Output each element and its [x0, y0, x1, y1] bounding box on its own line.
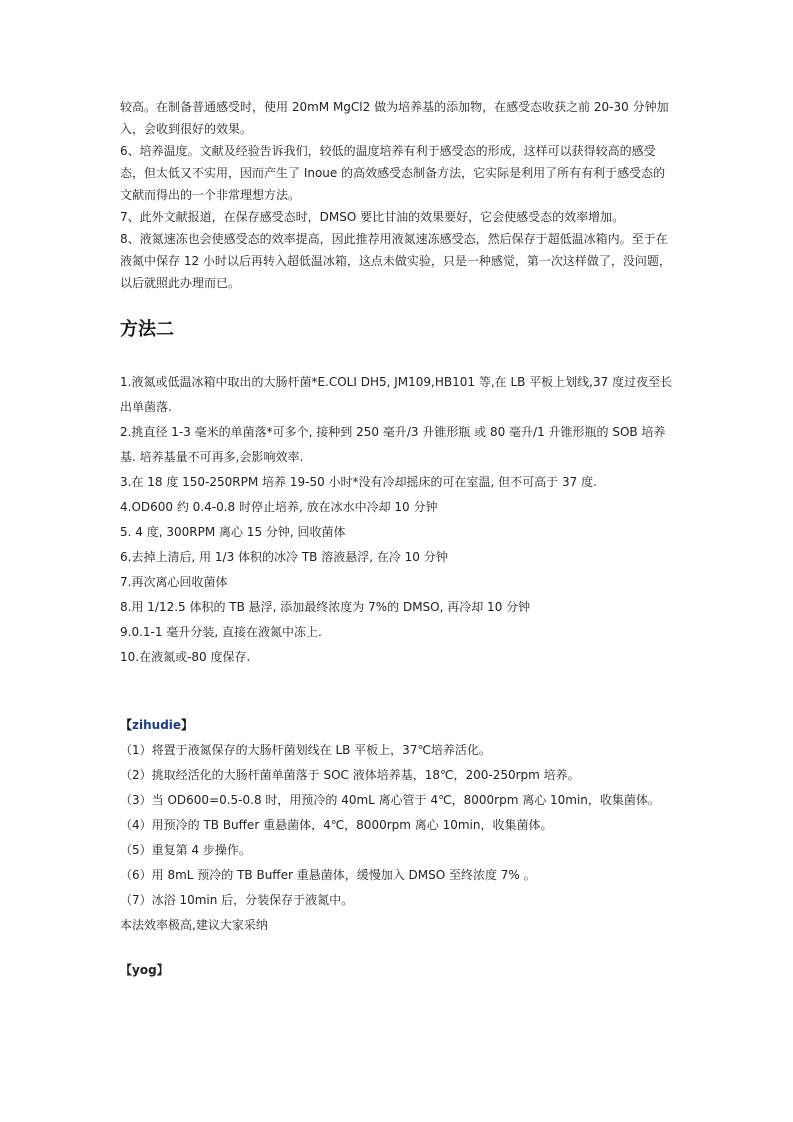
zihudie-step-1: （1）将置于液氮保存的大肠杆菌划线在 LB 平板上，37℃培养活化。 [120, 743, 491, 757]
paragraph-item-7: 7、此外文献报道，在保存感受态时，DMSO 要比甘油的效果要好，它会使感受态的效率增加。 [120, 210, 625, 224]
method-two-step-1: 1.液氮或低温冰箱中取出的大肠杆菌*E.COLI DH5, JM109,HB101 等,在 LB 平板上划线,37 度过夜至长出单菌落. [120, 375, 673, 414]
zihudie-note: 本法效率极高,建议大家采纳 [120, 918, 268, 932]
zihudie-label [120, 717, 193, 733]
paragraph-item-6: 6、培养温度。文献及经验告诉我们，较低的温度培养有利于感受态的形成，这样可以获得较高的感受态，但太低又不实用，因而产生了 Inoue 的高效感受态制备方法，它实际是利用了所有有利于感受态的文献而得出的一个非常理想方法。 [120, 144, 666, 202]
method-two-step-2: 2.挑直径 1-3 毫米的单菌落*可多个, 接种到 250 毫升/3 升锥形瓶 或 80 毫升/1 升锥形瓶的 SOB 培养基. 培养基量不可再多,会影响效率. [120, 425, 666, 464]
method-two-step-10: 10.在液氮或-80 度保存. [120, 650, 251, 664]
section-heading-method-two: 方法二 [120, 319, 174, 340]
paragraph-item-8: 8、液氮速冻也会使感受态的效率提高，因此推荐用液氮速冻感受态，然后保存于超低温冰箱内。至于在液氮中保存 12 小时以后再转入超低温冰箱，这点未做实验，只是一种感觉，第一次这样做了，没问题，以后就照此办理而已。 [120, 232, 671, 290]
paragraph-intro: 较高。在制备普通感受时，使用 20mM MgCl2 做为培养基的添加物，在感受态收获之前 20-30 分钟加入，会收到很好的效果。 [120, 100, 669, 136]
zihudie-step-4: （4）用预冷的 TB Buffer 重悬菌体，4℃，8000rpm 离心 10min，收集菌体。 [120, 818, 553, 832]
bracket-open: 【 [120, 718, 133, 732]
method-two-step-5: 5. 4 度, 300RPM 离心 15 分钟, 回收菌体 [120, 525, 346, 539]
method-two-step-8: 8.用 1/12.5 体积的 TB 悬浮, 添加最终浓度为 7%的 DMSO, 再冷却 10 分钟 [120, 600, 531, 614]
zihudie-tag: zihudie [132, 718, 182, 732]
zihudie-step-3: （3）当 OD600=0.5-0.8 时，用预冷的 40mL 离心管于 4℃，8000rpm 离心 10min，收集菌体。 [120, 793, 660, 807]
zihudie-step-6: （6）用 8mL 预冷的 TB Buffer 重悬菌体，缓慢加入 DMSO 至终浓度 7% 。 [120, 868, 536, 882]
method-two-step-6: 6.去掉上清后, 用 1/3 体积的冰冷 TB 溶液悬浮, 在冷 10 分钟 [120, 550, 448, 564]
method-two-step-3: 3.在 18 度 150-250RPM 培养 19-50 小时*没有冷却摇床的可在室温, 但不可高于 37 度. [120, 475, 597, 489]
zihudie-step-5: （5）重复第 4 步操作。 [120, 843, 251, 857]
zihudie-step-2: （2）挑取经活化的大肠杆菌单菌落于 SOC 液体培养基，18℃，200-250rpm 培养。 [120, 768, 580, 782]
bracket-close: 】 [181, 718, 194, 732]
method-two-step-4: 4.OD600 约 0.4-0.8 时停止培养, 放在冰水中冷却 10 分钟 [120, 500, 438, 514]
method-two-step-7: 7.再次离心回收菌体 [120, 575, 228, 589]
yog-label: 【yog】 [120, 963, 169, 977]
method-two-step-9: 9.0.1-1 毫升分装, 直接在液氮中冻上. [120, 625, 322, 639]
zihudie-step-7: （7）冰浴 10min 后，分装保存于液氮中。 [120, 893, 354, 907]
